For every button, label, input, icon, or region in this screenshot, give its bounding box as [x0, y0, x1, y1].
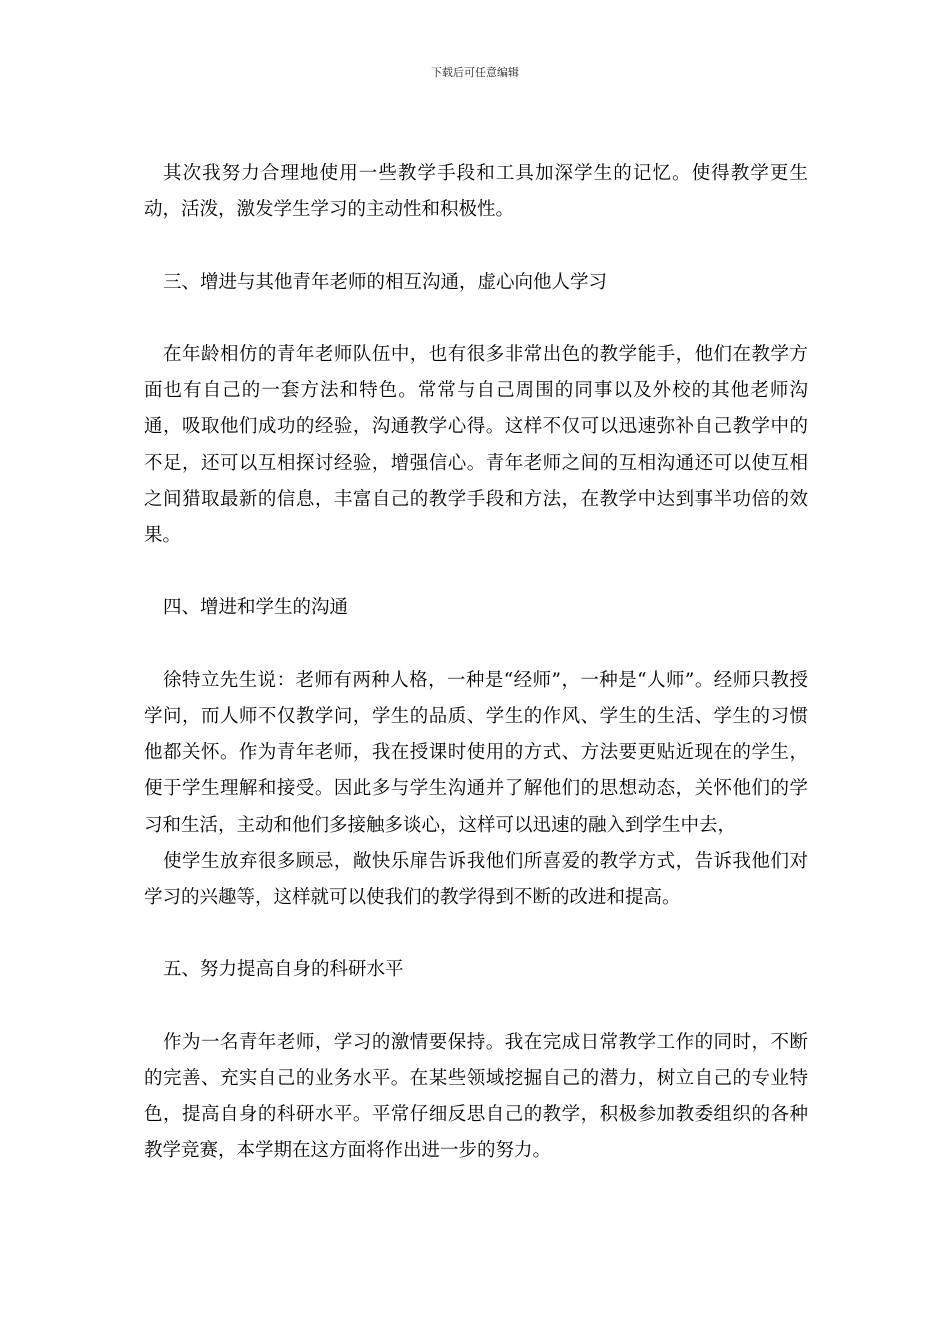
paragraph-gap [144, 301, 808, 337]
paragraph-peer-communication: 在年龄相仿的青年老师队伍中，也有很多非常出色的教学能手，他们在教学方面也有自己的一套方法和特色。常常与自己周围的同事以及外校的其他老师沟通，吸取他们成功的经验，沟通教学心得。这样不仅可以迅速弥补自己教学中的不足，还可以互相探讨经验，增强信心。青年老师之间的互相沟通还可以使互相之间猎取最新的信息，丰富自己的教学手段和方法，在教学中达到事半功倍的效果。 [144, 343, 808, 546]
document-body [144, 156, 808, 1170]
paragraph-gap [144, 554, 808, 590]
paragraph-student-feedback: 使学生放弃很多顾忌，敞快乐扉告诉我他们所喜爱的教学方式，告诉我他们对学习的兴趣等，这样就可以使我们的教学得到不断的改进和提高。 [144, 850, 808, 908]
paragraph-gap [144, 228, 808, 264]
paragraph-gap [144, 627, 808, 663]
paragraph-gap [144, 916, 808, 952]
section-heading-3: 三、增进与其他青年老师的相互沟通，虚心向他人学习 [163, 271, 608, 293]
paragraph-student-communication: 徐特立先生说：老师有两种人格，一种是“经师”，一种是“人师”。经师只教授学问，而人师不仅教学问，学生的品质、学生的作风、学生的生活、学生的习惯他都关怀。作为青年老师，我在授课时使用的方式、方法要更贴近现在的学生，便于学生理解和接受。因此多与学生沟通并了解他们的思想动态，关怀他们的学习和生活，主动和他们多接触多谈心，这样可以迅速的融入到学生中去， [144, 669, 808, 836]
header-note: 下载后可任意编辑 [431, 66, 519, 79]
paragraph-research-level: 作为一名青年老师，学习的激情要保持。我在完成日常教学工作的同时，不断的完善、充实自己的业务水平。在某些领域挖掘自己的潜力，树立自己的专业特色，提高自身的科研水平。平常仔细反思自己的教学，积极参加教委组织的各种教学竞赛，本学期在这方面将作出进一步的努力。 [144, 1031, 808, 1162]
section-heading-4: 四、增进和学生的沟通 [163, 597, 349, 619]
paragraph-gap [144, 989, 808, 1025]
section-heading-5: 五、努力提高自身的科研水平 [163, 959, 404, 981]
paragraph-teaching-tools: 其次我努力合理地使用一些教学手段和工具加深学生的记忆。使得教学更生动，活泼，激发学生学习的主动性和积极性。 [144, 163, 808, 221]
